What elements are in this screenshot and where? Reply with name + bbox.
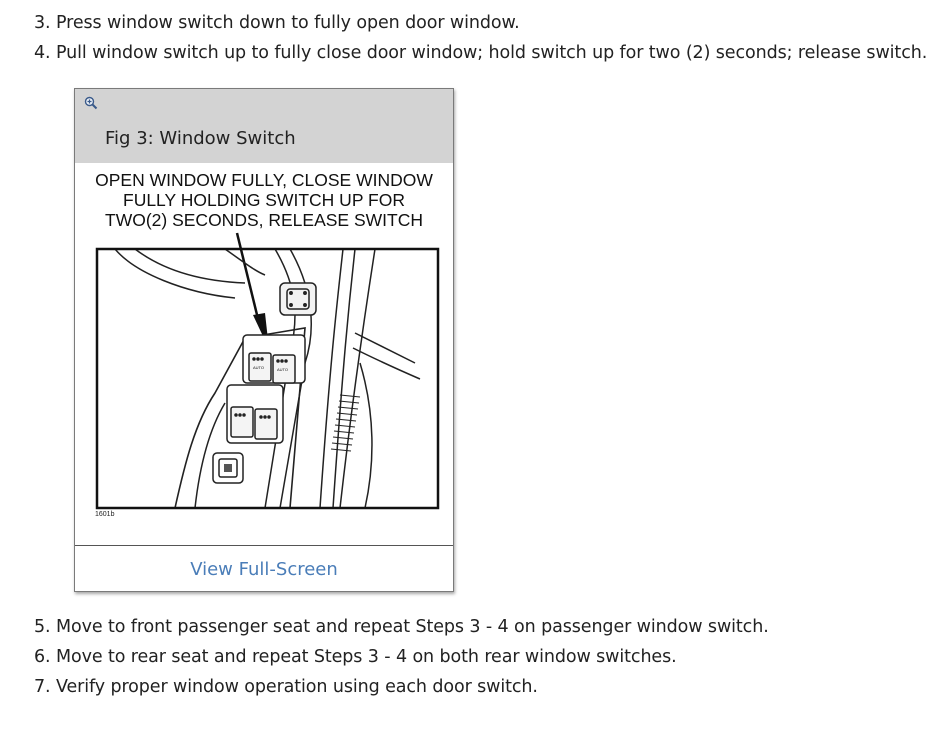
figure-footer bbox=[75, 545, 453, 592]
figure-image[interactable] bbox=[75, 163, 453, 545]
caption-line-2: FULLY HOLDING SWITCH UP FOR bbox=[123, 190, 405, 210]
step-7: 7. Verify proper window operation using each door switch. bbox=[34, 677, 538, 697]
switch-label-auto-right: AUTO bbox=[277, 367, 289, 372]
step-4: 4. Pull window switch up to fully close door window; hold switch up for two (2) seconds; release switch. bbox=[34, 43, 928, 63]
window-switch-illustration bbox=[75, 163, 453, 545]
view-full-screen-link[interactable]: View Full-Screen bbox=[190, 559, 338, 580]
figure-header bbox=[75, 89, 453, 163]
step-5: 5. Move to front passenger seat and repeat Steps 3 - 4 on passenger window switch. bbox=[34, 617, 769, 637]
step-3: 3. Press window switch down to fully open door window. bbox=[34, 13, 520, 33]
caption-line-1: OPEN WINDOW FULLY, CLOSE WINDOW bbox=[95, 170, 433, 190]
figure-card bbox=[74, 88, 454, 592]
image-code: 1601b bbox=[95, 511, 115, 518]
pointer-line bbox=[237, 233, 259, 323]
switch-label-auto-left: AUTO bbox=[253, 365, 265, 370]
caption-line-3: TWO(2) SECONDS, RELEASE SWITCH bbox=[105, 210, 423, 230]
figure-title: Fig 3: Window Switch bbox=[105, 128, 296, 149]
step-6: 6. Move to rear seat and repeat Steps 3 - 4 on both rear window switches. bbox=[34, 647, 677, 667]
zoom-in-icon[interactable] bbox=[84, 96, 98, 110]
